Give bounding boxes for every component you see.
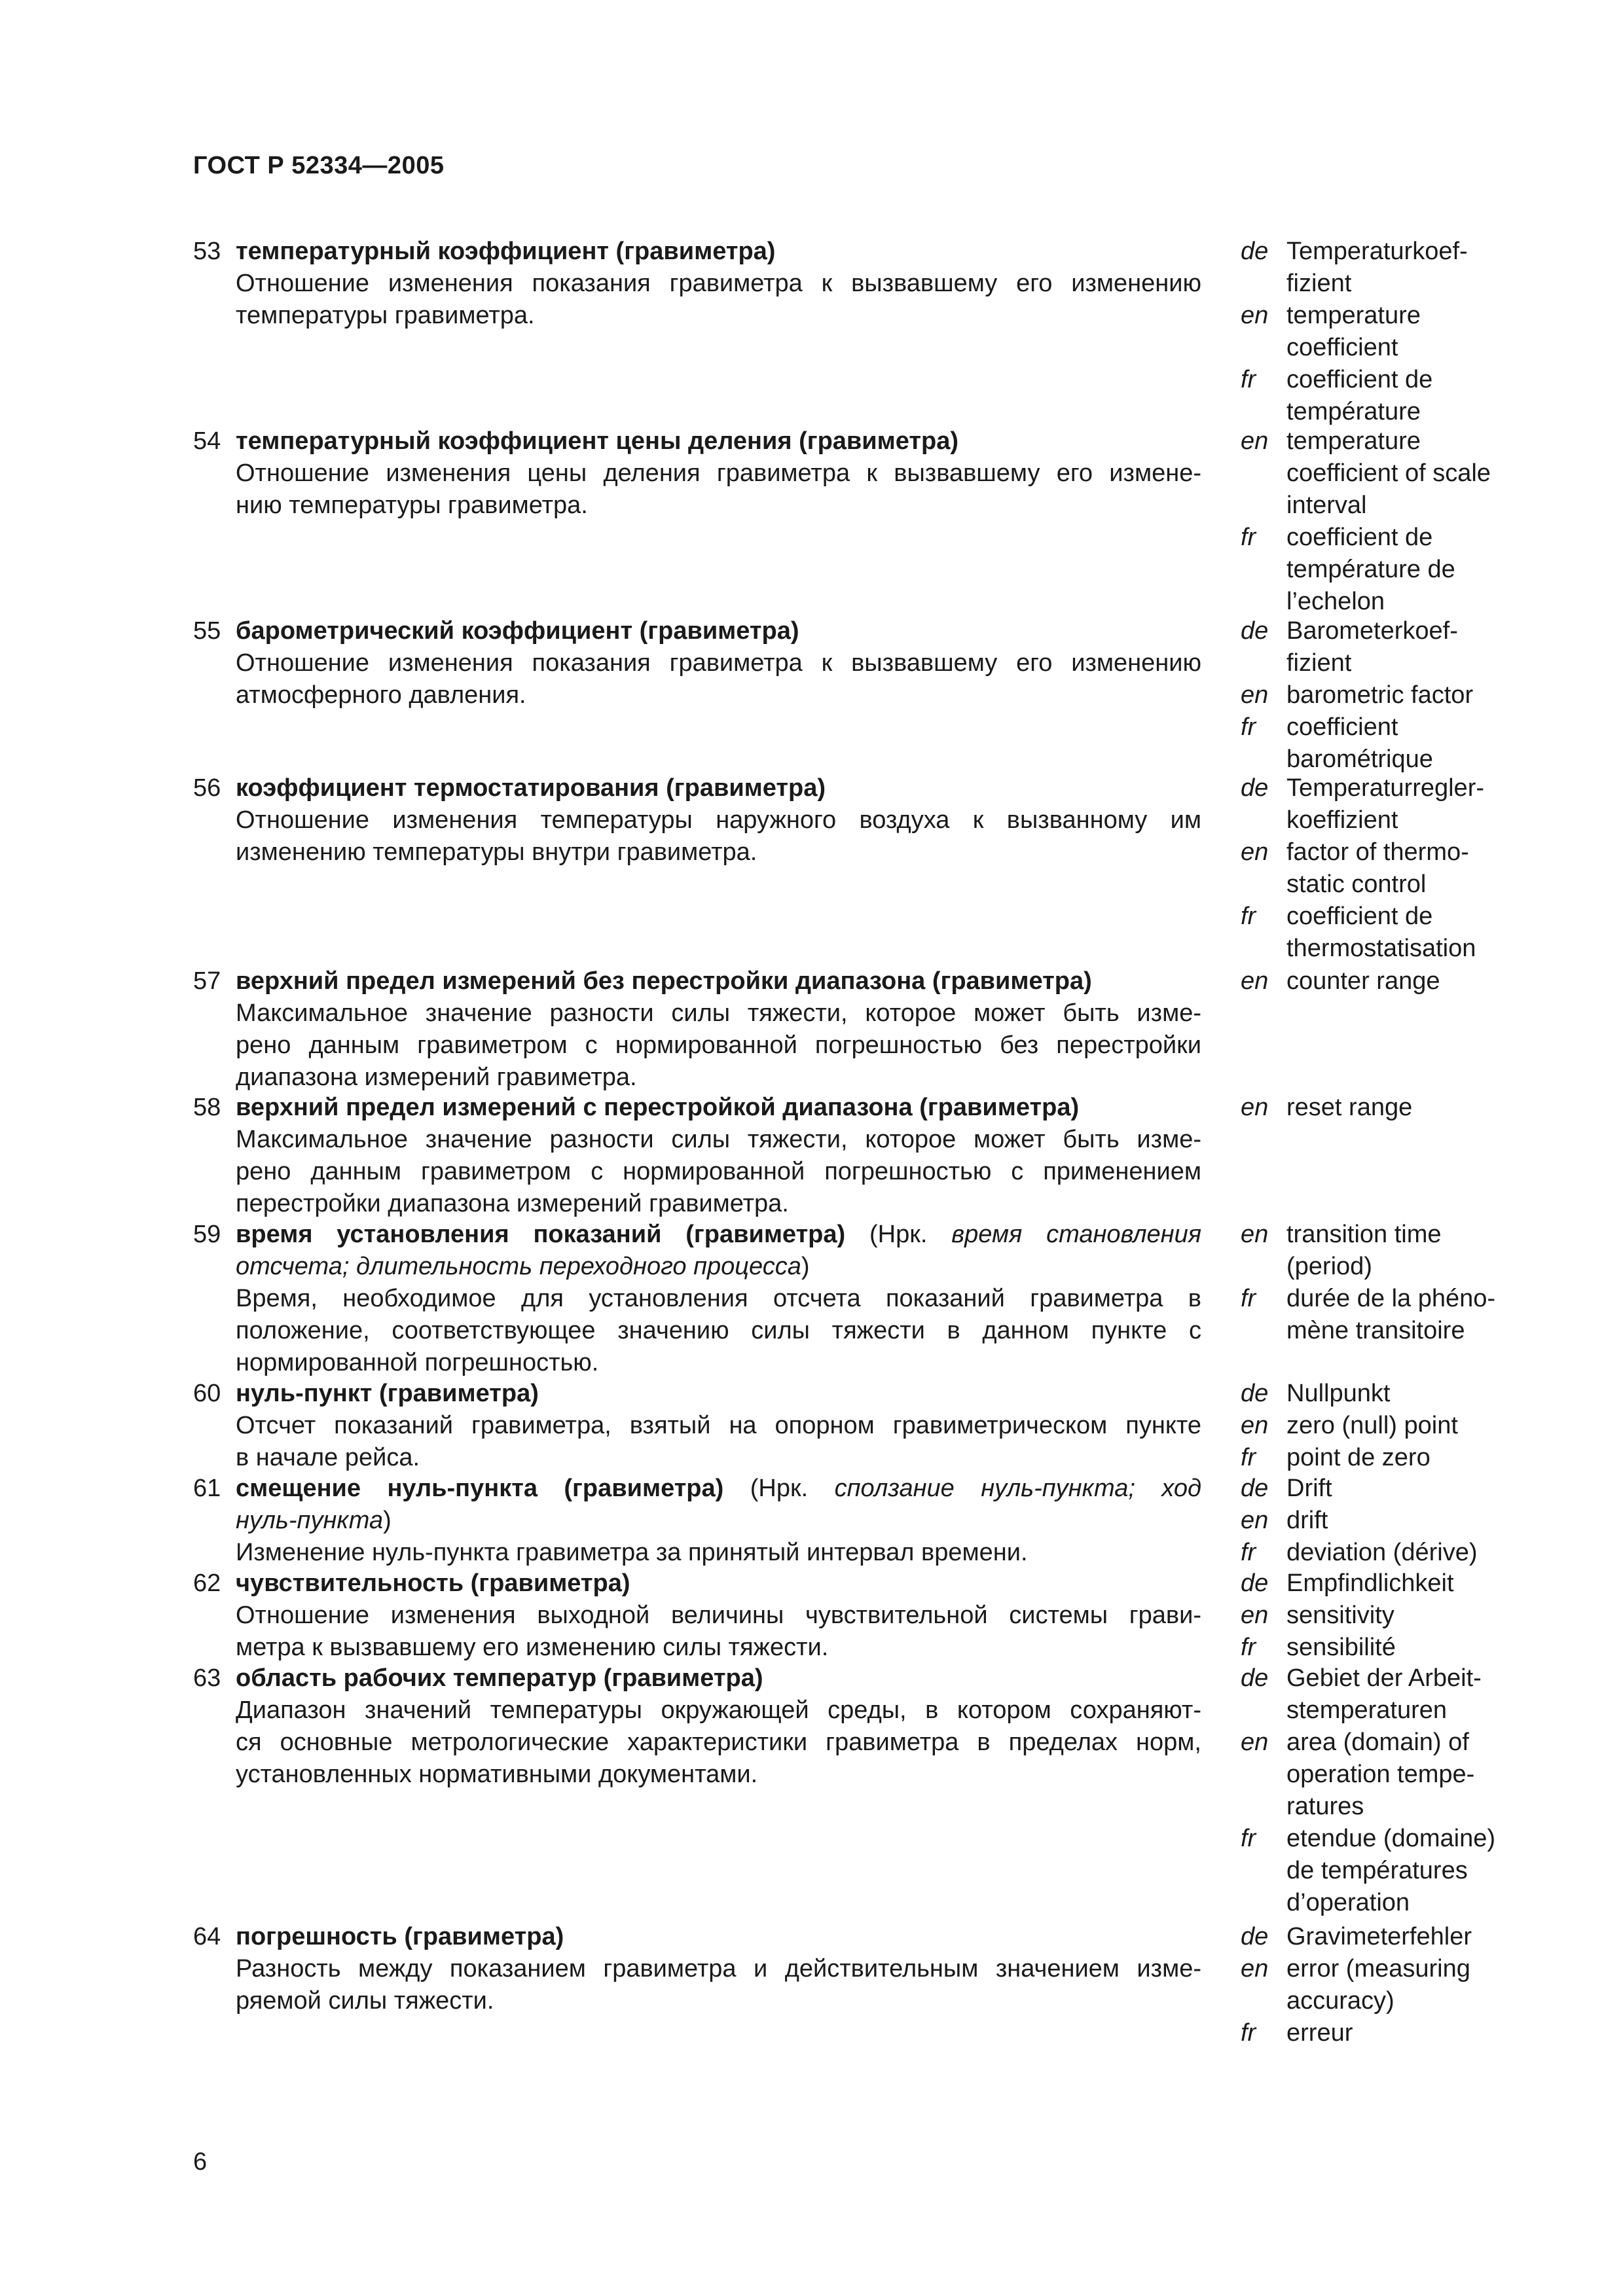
foreign-equivalent	[1241, 1568, 1542, 1600]
language-code: en	[1241, 427, 1269, 455]
foreign-equivalent	[1241, 1921, 1542, 1953]
term-note-synonym: отсчета; длительность переходного процесса	[236, 1253, 801, 1280]
equivalent-term: Nullpunkt	[1286, 1380, 1391, 1407]
term-body	[236, 1473, 1201, 1569]
foreign-equivalent	[1241, 965, 1542, 997]
foreign-equivalent	[1241, 1600, 1542, 1632]
equivalent-term: counter range	[1286, 967, 1440, 995]
foreign-equivalent	[1241, 2017, 1542, 2049]
term-body	[236, 772, 1201, 869]
language-code: en	[1241, 681, 1269, 709]
language-code: de	[1241, 1475, 1269, 1502]
foreign-equivalent	[1241, 522, 1542, 618]
foreign-equivalents	[1241, 1378, 1542, 1474]
definition-line: в начале рейса.	[236, 1444, 420, 1471]
term-body	[236, 1378, 1201, 1474]
language-code: de	[1241, 1570, 1269, 1597]
equivalent-term: l’echelon	[1286, 588, 1385, 615]
equivalent-term: interval	[1286, 492, 1367, 519]
language-code: en	[1241, 1221, 1269, 1248]
equivalent-term: barometric factor	[1286, 681, 1474, 709]
language-code: de	[1241, 1380, 1269, 1407]
language-code: en	[1241, 967, 1269, 995]
foreign-equivalent	[1241, 1537, 1542, 1569]
language-code: de	[1241, 1664, 1269, 1692]
term-title: температурный коэффициент (гравиметра)	[236, 238, 776, 265]
equivalent-term: d’operation	[1286, 1889, 1410, 1916]
equivalent-term: stemperaturen	[1286, 1696, 1448, 1724]
language-code: fr	[1241, 1285, 1256, 1312]
equivalent-term: temperature	[1286, 427, 1421, 455]
foreign-equivalent	[1241, 1442, 1542, 1474]
definition-line: диапазона измерений гравиметра.	[236, 1064, 637, 1091]
equivalent-term: factor of thermo-	[1286, 838, 1469, 866]
language-code: de	[1241, 774, 1269, 802]
language-code: fr	[1241, 1539, 1256, 1566]
language-code: fr	[1241, 366, 1256, 393]
language-code: fr	[1241, 1444, 1256, 1471]
definition-line: Максимальное значение разности силы тяжести, которое может быть изме-	[236, 1126, 1201, 1153]
term-number: 57	[193, 967, 221, 995]
term-note-synonym: время становления	[951, 1221, 1201, 1248]
definition-line: Разность между показанием гравиметра и действительным значением изме-	[236, 1955, 1201, 1982]
language-code: fr	[1241, 903, 1256, 930]
term-number: 64	[193, 1923, 221, 1950]
foreign-equivalents	[1241, 1092, 1542, 1124]
equivalent-term: sensibilité	[1286, 1634, 1396, 1661]
equivalent-term: thermostatisation	[1286, 935, 1476, 962]
foreign-equivalent	[1241, 1505, 1542, 1537]
equivalent-term: error (measuring	[1286, 1955, 1470, 1982]
definition-line: Время, необходимое для установления отсчета показаний гравиметра в	[236, 1285, 1201, 1312]
equivalent-term: fizient	[1286, 649, 1352, 677]
page-number: 6	[193, 2148, 208, 2176]
foreign-equivalents	[1241, 1219, 1542, 1347]
equivalent-term: drift	[1286, 1507, 1328, 1534]
equivalent-term: Gravimeterfehler	[1286, 1923, 1472, 1950]
foreign-equivalent	[1241, 1662, 1542, 1727]
equivalent-term: coefficient	[1286, 334, 1398, 361]
equivalent-term: operation tempe-	[1286, 1761, 1475, 1788]
term-title: верхний предел измерений с перестройкой диапазона (гравиметра)	[236, 1094, 1080, 1121]
language-code: en	[1241, 1602, 1269, 1629]
equivalent-term: Gebiet der Arbeit-	[1286, 1664, 1482, 1692]
definition-line: Диапазон значений температуры окружающей среды, в котором сохраняют-	[236, 1696, 1201, 1724]
equivalent-term: deviation (dérive)	[1286, 1539, 1478, 1566]
term-note-synonym: сползание нуль-пункта; ход	[834, 1475, 1202, 1502]
foreign-equivalents	[1241, 1662, 1542, 1919]
term-note-suffix: )	[801, 1253, 810, 1280]
equivalent-term: barométrique	[1286, 745, 1433, 773]
term-title-line	[236, 1251, 1201, 1283]
term-title: температурный коэффициент цены деления (гравиметра)	[236, 427, 958, 455]
equivalent-term: ratures	[1286, 1793, 1364, 1820]
equivalent-term: Temperaturregler-	[1286, 774, 1484, 802]
equivalent-term: Empfindlichkeit	[1286, 1570, 1454, 1597]
foreign-equivalent	[1241, 300, 1542, 364]
definition-line: рено данным гравиметром с нормированной погрешностью без перестройки	[236, 1031, 1201, 1059]
language-code: fr	[1241, 1825, 1256, 1852]
equivalent-term: durée de la phéno-	[1286, 1285, 1496, 1312]
term-number: 54	[193, 427, 221, 455]
term-title: нуль-пункт (гравиметра)	[236, 1380, 539, 1407]
language-code: en	[1241, 1094, 1269, 1121]
equivalent-term: Temperaturkoef-	[1286, 238, 1468, 265]
equivalent-term: (period)	[1286, 1253, 1372, 1280]
foreign-equivalents	[1241, 236, 1542, 428]
term-title-line	[236, 1505, 1201, 1537]
language-code: fr	[1241, 2019, 1256, 2047]
language-code: fr	[1241, 1634, 1256, 1661]
definition-line: нормированной погрешностью.	[236, 1349, 599, 1376]
term-body	[236, 965, 1201, 1094]
language-code: fr	[1241, 713, 1256, 741]
equivalent-term: coefficient de	[1286, 366, 1433, 393]
definition-line: установленных нормативными документами.	[236, 1761, 758, 1788]
language-code: en	[1241, 1729, 1269, 1756]
definition-line: Отсчет показаний гравиметра, взятый на опорном гравиметрическом пункте	[236, 1412, 1201, 1439]
definition-line: ся основные метрологические характеристики гравиметра в пределах норм,	[236, 1729, 1201, 1756]
equivalent-term: reset range	[1286, 1094, 1413, 1121]
document-header: ГОСТ Р 52334—2005	[193, 152, 445, 179]
equivalent-term: température	[1286, 398, 1421, 425]
term-title: время установления показаний (гравиметра)	[236, 1221, 846, 1248]
foreign-equivalents	[1241, 615, 1542, 776]
term-body	[236, 1921, 1201, 2017]
equivalent-term: transition time	[1286, 1221, 1442, 1248]
term-title: барометрический коэффициент (гравиметра)	[236, 617, 799, 645]
definition-line: нию температуры гравиметра.	[236, 492, 588, 519]
foreign-equivalent	[1241, 1632, 1542, 1664]
term-number: 61	[193, 1475, 221, 1502]
foreign-equivalent	[1241, 1219, 1542, 1283]
definition-line: атмосферного давления.	[236, 681, 526, 709]
language-code: fr	[1241, 524, 1256, 551]
equivalent-term: mène transitoire	[1286, 1317, 1465, 1344]
term-title: смещение нуль-пункта (гравиметра)	[236, 1475, 724, 1502]
term-title: чувствительность (гравиметра)	[236, 1570, 630, 1597]
equivalent-term: area (domain) of	[1286, 1729, 1469, 1756]
definition-line: положение, соответствующее значению силы тяжести в данном пункте с	[236, 1317, 1201, 1344]
language-code: de	[1241, 1923, 1269, 1950]
term-note-suffix: )	[383, 1507, 392, 1534]
term-body	[236, 1219, 1201, 1379]
term-body	[236, 425, 1201, 522]
term-note-prefix: (Нрк.	[869, 1221, 928, 1248]
foreign-equivalents	[1241, 1921, 1542, 2049]
definition-line: Отношение изменения показания гравиметра к вызвавшему его изменению	[236, 649, 1201, 677]
term-number: 55	[193, 617, 221, 645]
definition-line: Изменение нуль-пункта гравиметра за принятый интервал времени.	[236, 1539, 1028, 1566]
equivalent-term: coefficient	[1286, 713, 1398, 741]
foreign-equivalent	[1241, 236, 1542, 300]
equivalent-term: Drift	[1286, 1475, 1332, 1502]
definition-line: Отношение изменения показания гравиметра к вызвавшему его изменению	[236, 270, 1201, 297]
term-body	[236, 1662, 1201, 1791]
term-title: погрешность (гравиметра)	[236, 1923, 564, 1950]
equivalent-term: koeffizient	[1286, 806, 1398, 834]
equivalent-term: Barometerkoef-	[1286, 617, 1458, 645]
foreign-equivalent	[1241, 1727, 1542, 1823]
foreign-equivalent	[1241, 711, 1542, 776]
foreign-equivalents	[1241, 772, 1542, 965]
term-body	[236, 236, 1201, 332]
equivalent-term: point de zero	[1286, 1444, 1431, 1471]
equivalent-term: accuracy)	[1286, 1987, 1395, 2015]
term-body	[236, 1568, 1201, 1664]
definition-line: изменению температуры внутри гравиметра.	[236, 838, 757, 866]
foreign-equivalent	[1241, 901, 1542, 965]
definition-line: Отношение изменения цены деления гравиметра к вызвавшему его измене-	[236, 459, 1201, 487]
language-code: de	[1241, 238, 1269, 265]
equivalent-term: fizient	[1286, 270, 1352, 297]
term-title: коэффициент термостатирования (гравиметра)	[236, 774, 826, 802]
definition-line: перестройки диапазона измерений гравиметра.	[236, 1190, 789, 1217]
foreign-equivalent	[1241, 836, 1542, 901]
equivalent-term: de températures	[1286, 1857, 1468, 1884]
definition-line: температуры гравиметра.	[236, 302, 535, 329]
foreign-equivalent	[1241, 364, 1542, 428]
term-note-prefix: (Нрк.	[750, 1475, 809, 1502]
term-title: область рабочих температур (гравиметра)	[236, 1664, 763, 1692]
definition-line: ряемой силы тяжести.	[236, 1987, 494, 2015]
foreign-equivalents	[1241, 965, 1542, 997]
language-code: en	[1241, 302, 1269, 329]
foreign-equivalent	[1241, 1473, 1542, 1505]
foreign-equivalent	[1241, 615, 1542, 679]
equivalent-term: static control	[1286, 870, 1427, 898]
foreign-equivalents	[1241, 1568, 1542, 1664]
foreign-equivalent	[1241, 679, 1542, 711]
term-number: 63	[193, 1664, 221, 1692]
language-code: de	[1241, 617, 1269, 645]
term-title: верхний предел измерений без перестройки диапазона (гравиметра)	[236, 967, 1092, 995]
definition-line: Отношение изменения выходной величины чувствительной системы грави-	[236, 1602, 1201, 1629]
equivalent-term: sensitivity	[1286, 1602, 1395, 1629]
equivalent-term: erreur	[1286, 2019, 1353, 2047]
term-number: 62	[193, 1570, 221, 1597]
definition-line: метра к вызвавшему его изменению силы тяжести.	[236, 1634, 829, 1661]
term-body	[236, 615, 1201, 711]
definition-line: Максимальное значение разности силы тяжести, которое может быть изме-	[236, 999, 1201, 1027]
language-code: en	[1241, 1412, 1269, 1439]
foreign-equivalent	[1241, 1953, 1542, 2017]
term-note-synonym: нуль-пункта	[236, 1507, 384, 1534]
equivalent-term: coefficient de	[1286, 903, 1433, 930]
equivalent-term: zero (null) point	[1286, 1412, 1458, 1439]
definition-line: Отношение изменения температуры наружного воздуха к вызванному им	[236, 806, 1201, 834]
foreign-equivalent	[1241, 1823, 1542, 1919]
equivalent-term: coefficient de	[1286, 524, 1433, 551]
language-code: en	[1241, 1507, 1269, 1534]
term-number: 53	[193, 238, 221, 265]
equivalent-term: temperature	[1286, 302, 1421, 329]
term-number: 58	[193, 1094, 221, 1121]
equivalent-term: coefficient of scale	[1286, 459, 1491, 487]
language-code: en	[1241, 1955, 1269, 1982]
equivalent-term: température de	[1286, 556, 1455, 583]
term-number: 59	[193, 1221, 221, 1248]
foreign-equivalent	[1241, 1283, 1542, 1347]
foreign-equivalent	[1241, 1092, 1542, 1124]
foreign-equivalents	[1241, 425, 1542, 618]
language-code: en	[1241, 838, 1269, 866]
foreign-equivalents	[1241, 1473, 1542, 1569]
term-body	[236, 1092, 1201, 1220]
equivalent-term: etendue (domaine)	[1286, 1825, 1495, 1852]
term-title-line	[236, 1219, 1201, 1251]
foreign-equivalent	[1241, 1378, 1542, 1410]
foreign-equivalent	[1241, 1410, 1542, 1442]
term-number: 56	[193, 774, 221, 802]
foreign-equivalent	[1241, 425, 1542, 522]
foreign-equivalent	[1241, 772, 1542, 836]
term-number: 60	[193, 1380, 221, 1407]
definition-line: рено данным гравиметром с нормированной погрешностью с применением	[236, 1158, 1201, 1185]
term-title-line	[236, 1473, 1201, 1505]
